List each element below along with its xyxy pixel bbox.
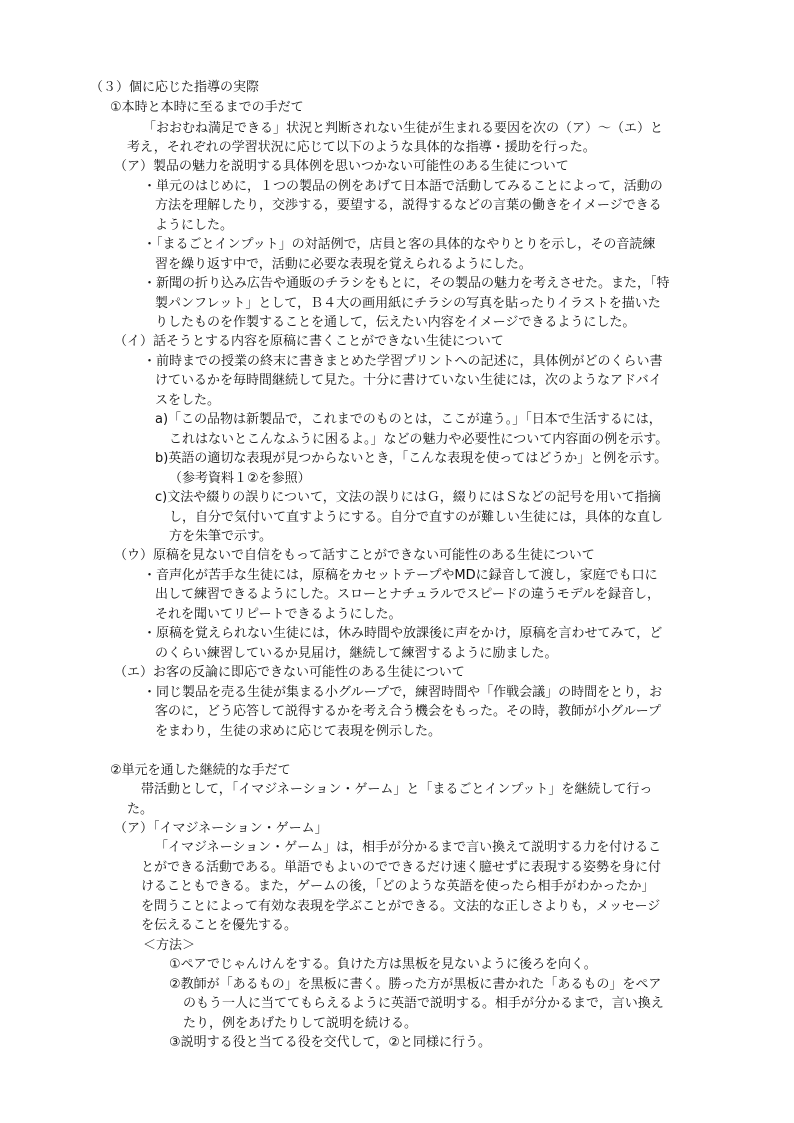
- paragraph-line: とができる活動である。単語でもよいのでできるだけ速く臆せずに表現する姿勢を身に付: [141, 860, 662, 875]
- method-step: ②教師が「あるもの」を黒板に書く。勝った方が黒板に書かれた「あるもの」をペア: [169, 977, 662, 992]
- paragraph-line: b)英語の適切な表現が見つからないとき，「こんな表現を使ってはどうか」と例を示す。: [155, 451, 668, 466]
- item-heading-i: （イ）話そうとする内容を原稿に書くことができない生徒について: [114, 334, 504, 349]
- item-heading-u: （ウ）原稿を見ないで自信をもって話すことができない可能性のある生徒について: [114, 548, 595, 563]
- paragraph-line: けているかを毎時間継続して見た。十分に書けていない生徒には，次のようなアドバイ: [155, 373, 662, 388]
- paragraph-line: ・新聞の折り込み広告や通販のチラシをもとに，その製品の魅力を考えさせた。また，「特: [143, 276, 670, 291]
- paragraph-line: （参考資料１②を参照）: [169, 471, 311, 486]
- subsection-heading-1: ①本時と本時に至るまでの手だて: [110, 100, 304, 115]
- paragraph-line: を問うことによって有効な表現を学ぶことができる。文法的な正しさよりも，メッセージ: [141, 899, 661, 914]
- paragraph-line: ・原稿を覚えられない生徒には，休み時間や放課後に声をかけ，原稿を言わせてみて，ど: [143, 626, 663, 641]
- paragraph-line: た。: [127, 802, 154, 817]
- paragraph-line: a)「この品物は新製品で，これまでのものとは，ここが違う。」「日本で生活するには，: [155, 412, 662, 427]
- paragraph-line: りしたものを作製することを通して，伝えたい内容をイメージできるようにした。: [155, 315, 636, 330]
- method-label: ＜方法＞: [143, 938, 196, 953]
- paragraph-line: ようにした。: [155, 218, 234, 233]
- paragraph-line: 方法を理解したり，交渉する，要望する，説得するなどの言葉の働きをイメージできる: [155, 198, 662, 213]
- item-heading-a: （ア）製品の魅力を説明する具体例を思いつかない可能性のある生徒について: [114, 159, 569, 174]
- paragraph-line: それを聞いてリピートできるようにした。: [155, 607, 402, 622]
- paragraph-line: 製パンフレット」として，Ｂ４大の画用紙にチラシの写真を貼ったりイラストを描いた: [155, 296, 661, 311]
- paragraph-line: ・単元のはじめに，１つの製品の例をあげて日本語で活動してみることによって，活動の: [143, 179, 663, 194]
- paragraph-line: ・「まるごとインプット」の対話例で，店員と客の具体的なやりとりを示し，その音読練: [143, 237, 656, 252]
- paragraph-line: し，自分で気付いて直すようにする。自分で直すのが難しい生徒には，具体的な直し: [169, 510, 664, 525]
- paragraph-line: をまわり，生徒の求めに応じて表現を例示した。: [155, 724, 442, 739]
- paragraph-line: ・音声化が苦手な生徒には，原稿をカセットテープやMDに録音して渡し，家庭でも口に: [143, 568, 658, 583]
- method-step: ③説明する役と当てる役を交代して，②と同様に行う。: [169, 1035, 492, 1050]
- paragraph-line: 「イマジネーション・ゲーム」は，相手が分かるまで言い換えて説明する力を付けるこ: [155, 840, 662, 855]
- paragraph-line: 客のに，どう応答して説得するかを考え合う機会をもった。その時，教師が小グループ: [155, 704, 661, 719]
- method-step: ①ペアでじゃんけんをする。負けた方は黒板を見ないように後ろを向く。: [169, 957, 597, 972]
- paragraph-line: 習を繰り返す中で，活動に必要な表現を覚えられるようにした。: [155, 257, 532, 272]
- paragraph-line: 「おおむね満足できる」状況と判断されない生徒が生まれる要因を次の（ア）～（エ）と: [143, 121, 664, 136]
- paragraph-line: これはないとこんなふうに困るよ。」などの魅力や必要性について内容面の例を示す。: [169, 432, 669, 447]
- method-step: のもう一人に当ててもらえるように英語で説明する。相手が分かるまで，言い換え: [183, 996, 664, 1011]
- section-heading: （３）個に応じた指導の実際: [90, 80, 260, 95]
- paragraph-line: c)文法や綴りの誤りについて，文法の誤りにはＧ，綴りにはＳなどの記号を用いて指摘: [155, 490, 661, 505]
- paragraph-line: 考え，それぞれの学習状況に応じて以下のような具体的な指導・援助を行った。: [127, 140, 596, 155]
- paragraph-line: ・同じ製品を売る生徒が集まる小グループで，練習時間や「作戦会議」の時間をとり，お: [143, 685, 663, 700]
- paragraph-line: スをした。: [155, 393, 221, 408]
- subsection-heading-2: ②単元を通した継続的な手だて: [110, 763, 291, 778]
- paragraph-line: ・前時までの授業の終末に書きまとめた学習プリントへの記述に，具体例がどのくらい書: [143, 354, 663, 369]
- item-heading-a2: （ア）「イマジネーション・ゲーム」: [114, 821, 328, 836]
- paragraph-line: 出して練習できるようにした。スローとナチュラルでスピードの違うモデルを録音し，: [155, 587, 661, 602]
- paragraph-line: 方を朱筆で示す。: [169, 529, 272, 544]
- method-step: たり，例をあげたりして説明を続ける。: [183, 1016, 418, 1031]
- item-heading-e: （エ）お客の反論に即応できない可能性のある生徒について: [114, 665, 465, 680]
- paragraph-line: 帯活動として，「イマジネーション・ゲーム」と「まるごとインプット」を継続して行っ: [141, 782, 653, 797]
- paragraph-line: を伝えることを優先する。: [141, 918, 298, 933]
- paragraph-line: けることもできる。また，ゲームの後，「どのような英語を使ったら相手がわかったか」: [141, 879, 655, 894]
- paragraph-line: のくらい練習しているか見届け，継続して練習するように励ました。: [155, 646, 558, 661]
